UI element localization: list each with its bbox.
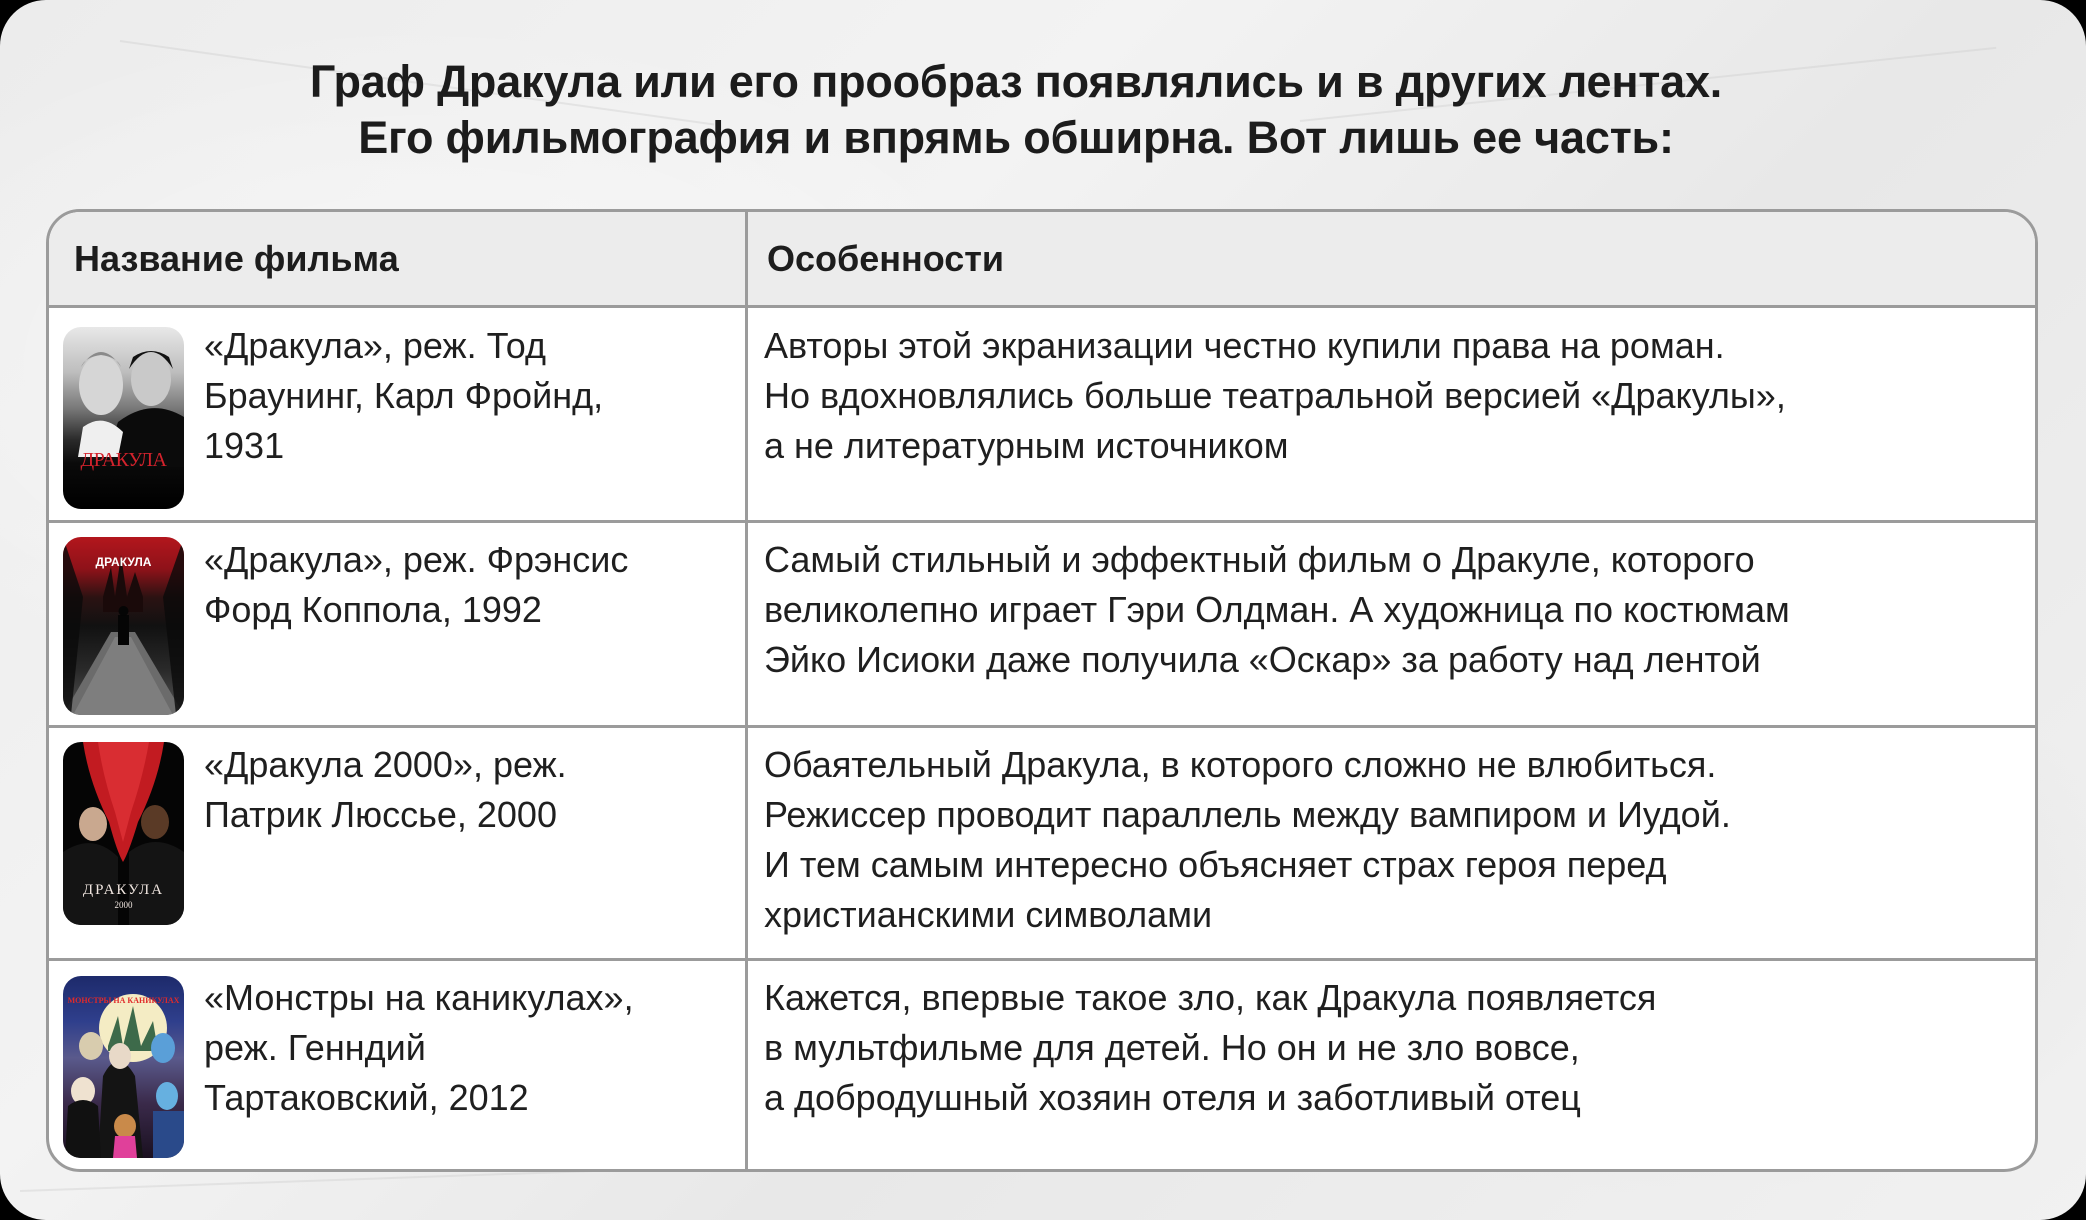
film-title-line: «Дракула», реж. Тод (204, 325, 546, 366)
film-title (204, 973, 724, 1123)
feature-line: Авторы этой экранизации честно купили права на роман. (764, 325, 1725, 366)
feature-line: И тем самым интересно объясняет страх героя перед (764, 844, 1667, 885)
poster-dracula-1992 (63, 537, 184, 715)
title-line-2: Его фильмография и впрямь обширна. Вот лишь ее часть: (358, 112, 1674, 163)
film-title (204, 535, 724, 635)
table-row (49, 728, 2035, 961)
film-title (204, 740, 724, 840)
film-title-line: Браунинг, Карл Фройнд, (204, 375, 604, 416)
poster-art (63, 327, 184, 509)
feature-line: христианскими символами (764, 894, 1213, 935)
film-features (764, 321, 2024, 471)
films-table (46, 209, 2038, 1172)
poster-dracula-2000 (63, 742, 184, 925)
film-title-line: «Дракула», реж. Фрэнсис (204, 539, 629, 580)
table-row (49, 961, 2035, 1172)
film-features (764, 535, 2024, 685)
page-title (0, 54, 2032, 166)
feature-line: в мультфильме для детей. Но он и не зло вовсе, (764, 1027, 1580, 1068)
poster-title: ДРАКУЛА (82, 882, 165, 898)
film-title-line: Патрик Люссье, 2000 (204, 794, 557, 835)
column-header-features: Особенности (767, 237, 1005, 279)
table-header-row (49, 212, 2035, 308)
feature-line: а добродушный хозяин отеля и заботливый отец (764, 1077, 1581, 1118)
table-row (49, 523, 2035, 728)
feature-line: Режиссер проводит параллель между вампиром и Иудой. (764, 794, 1731, 835)
film-title-line: Форд Коппола, 1992 (204, 589, 542, 630)
film-title-line: «Монстры на каникулах», (204, 977, 634, 1018)
feature-line: Обаятельный Дракула, в которого сложно не влюбиться. (764, 744, 1717, 785)
film-title-line: «Дракула 2000», реж. (204, 744, 567, 785)
feature-line: великолепно играет Гэри Олдман. А художница по костюмам (764, 589, 1790, 630)
poster-hotel-transylvania (63, 976, 184, 1158)
feature-line: а не литературным источником (764, 425, 1289, 466)
feature-line: Самый стильный и эффектный фильм о Дракуле, которого (764, 539, 1755, 580)
poster-title: МОНСТРЫ НА КАНИКУЛАХ (67, 996, 180, 1005)
table-row (49, 308, 2035, 523)
poster-title: ДРАКУЛА (95, 555, 152, 569)
title-line-1: Граф Дракула или его прообраз появлялись и в других лентах. (309, 56, 1723, 107)
column-divider (745, 212, 748, 1169)
poster-dracula-1931 (63, 327, 184, 509)
film-title-line: реж. Генндий (204, 1027, 426, 1068)
film-title-line: 1931 (204, 425, 285, 466)
feature-line: Но вдохновлялись больше театральной версией «Дракулы», (764, 375, 1786, 416)
film-title-line: Тартаковский, 2012 (204, 1077, 529, 1118)
feature-line: Эйко Исиоки даже получила «Оскар» за работу над лентой (764, 639, 1761, 680)
film-features (764, 740, 2024, 940)
poster-subtitle: 2000 (114, 900, 133, 910)
column-header-film: Название фильма (74, 237, 399, 279)
film-features (764, 973, 2024, 1123)
poster-title: ДРАКУЛА (80, 449, 167, 471)
film-title (204, 321, 724, 471)
feature-line: Кажется, впервые такое зло, как Дракула появляется (764, 977, 1657, 1018)
